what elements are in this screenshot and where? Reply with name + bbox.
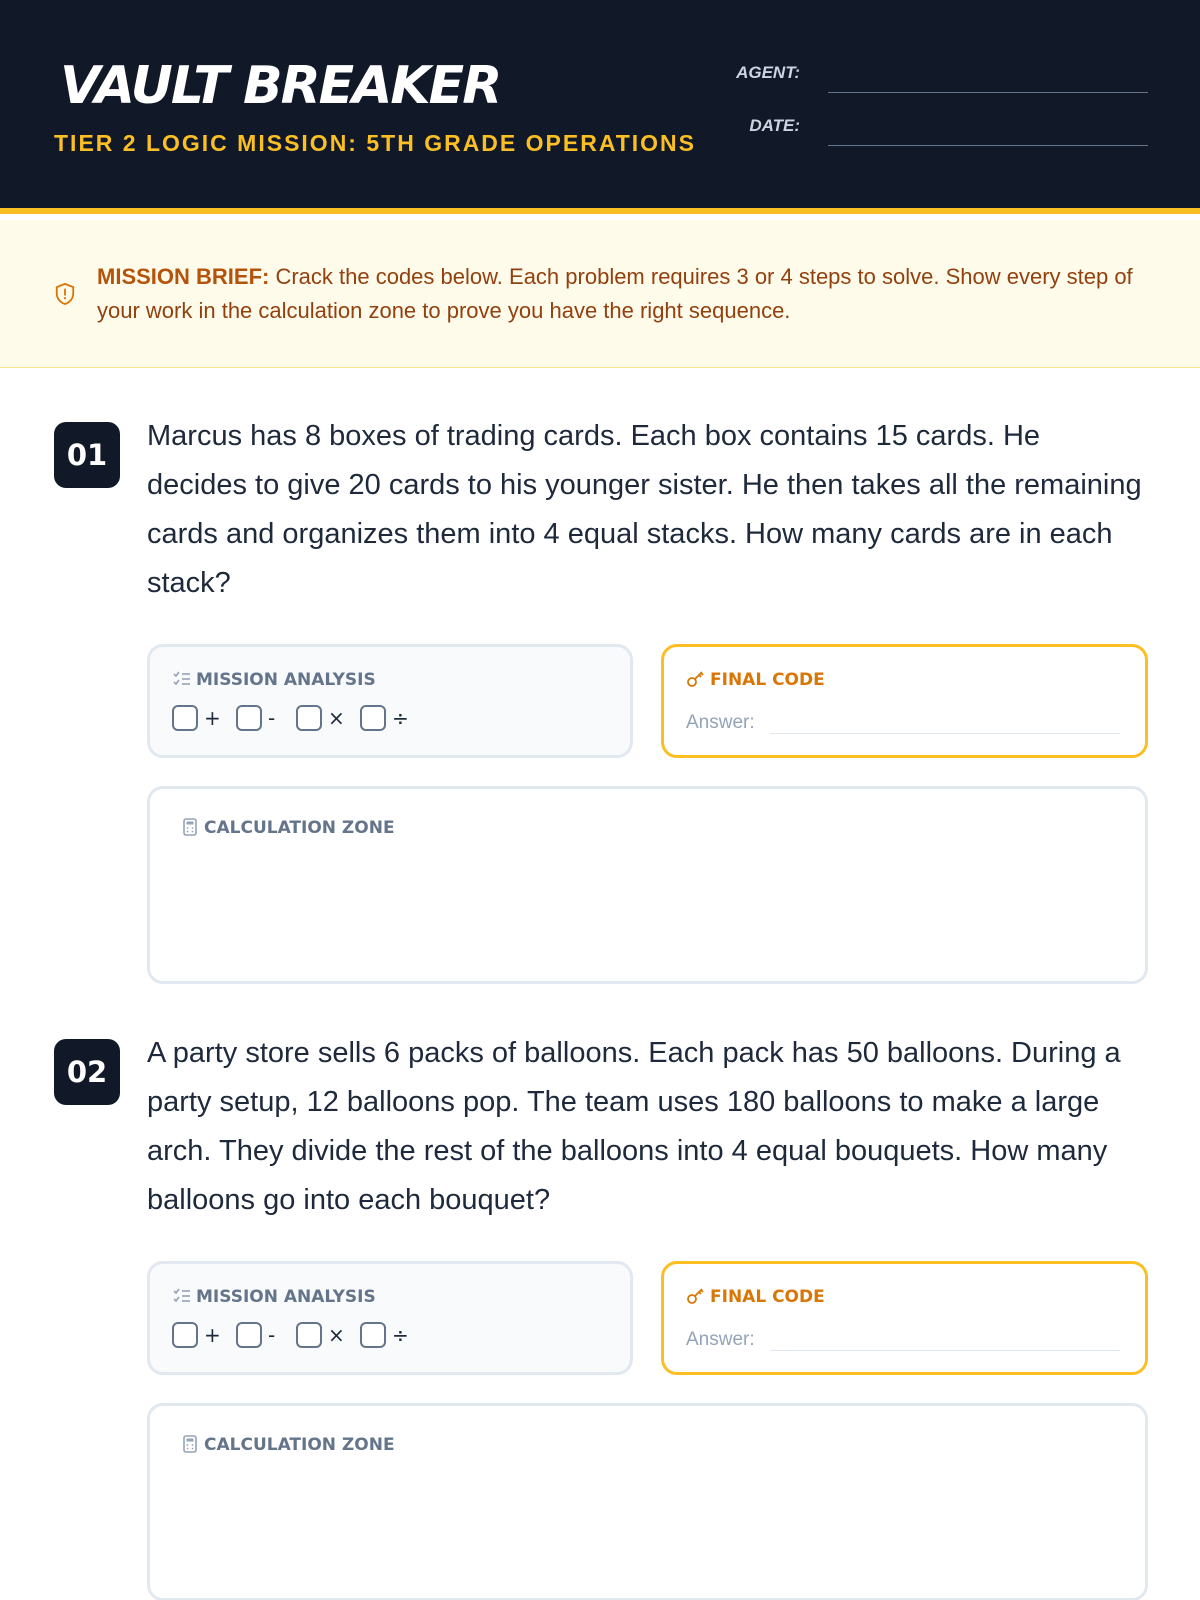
shield-alert-icon: [54, 282, 76, 306]
answer-label: Answer:: [686, 712, 755, 733]
final-code-label: [686, 1286, 825, 1308]
op-symbol: +: [204, 706, 221, 730]
op-checkbox[interactable]: [172, 1322, 198, 1348]
op-symbol: ÷: [392, 1323, 409, 1347]
problem-number: 02: [54, 1039, 120, 1105]
calculation-zone-label: [180, 817, 395, 839]
problem-number: 01: [54, 422, 120, 488]
checklist-icon: [172, 1287, 192, 1305]
calc-label-text: CALCULATION ZONE: [204, 818, 395, 838]
op-symbol: ×: [328, 1323, 345, 1347]
header: [0, 0, 1200, 214]
answer-field[interactable]: [770, 733, 1120, 734]
key-icon: [686, 670, 706, 688]
final-code: [661, 1261, 1148, 1375]
checklist-icon: [172, 670, 192, 688]
date-field[interactable]: [828, 145, 1148, 146]
op-checkbox[interactable]: [236, 705, 262, 731]
agent-field[interactable]: [828, 92, 1148, 93]
op-symbol: ÷: [392, 706, 409, 730]
op-checkbox[interactable]: [296, 705, 322, 731]
op-symbol: +: [204, 1323, 221, 1347]
date-label: DATE:: [749, 116, 800, 135]
analysis-label-text: MISSION ANALYSIS: [196, 670, 376, 690]
calculation-zone[interactable]: [147, 1403, 1148, 1600]
brief-heading: MISSION BRIEF:: [97, 264, 270, 289]
analysis-label-text: MISSION ANALYSIS: [196, 1287, 376, 1307]
calculator-icon: [180, 1435, 200, 1453]
op-symbol: ×: [328, 706, 345, 730]
op-checkbox[interactable]: [172, 705, 198, 731]
calculation-zone-label: [180, 1434, 395, 1456]
answer-label: Answer:: [686, 1329, 755, 1350]
op-checkbox[interactable]: [360, 1322, 386, 1348]
problem-text: A party store sells 6 packs of balloons. Each pack has 50 balloons. During a party setup, 12 balloons pop. The team uses 180 balloons to make a large arch. They divide the rest of the balloons into 4 equal bouquets. How many balloons go into each bouquet?: [147, 1037, 1121, 1216]
page-subtitle: TIER 2 LOGIC MISSION: 5TH GRADE OPERATIONS: [54, 130, 697, 156]
op-symbol: -: [268, 1323, 276, 1347]
mission-analysis: [147, 644, 633, 758]
agent-label: AGENT:: [736, 63, 800, 82]
mission-brief: [0, 220, 1200, 368]
brief-text: [97, 260, 1157, 328]
page-title: VAULT BREAKER: [60, 56, 501, 116]
final-label-text: FINAL CODE: [710, 670, 825, 690]
op-checkbox[interactable]: [296, 1322, 322, 1348]
problem-text: Marcus has 8 boxes of trading cards. Each box contains 15 cards. He decides to give 20 cards to his younger sister. He then takes all the remaining cards and organizes them into 4 equal stacks. How many cards are in each stack?: [147, 420, 1142, 599]
final-code-label: [686, 669, 825, 691]
answer-field[interactable]: [770, 1350, 1120, 1351]
calculation-zone[interactable]: [147, 786, 1148, 984]
calc-label-text: CALCULATION ZONE: [204, 1435, 395, 1455]
brief-body: Crack the codes below. Each problem requires 3 or 4 steps to solve. Show every step of your work in the calculation zone to prove you have the right sequence.: [97, 264, 1133, 323]
mission-analysis-label: [172, 669, 376, 691]
key-icon: [686, 1287, 706, 1305]
final-code: [661, 644, 1148, 758]
final-label-text: FINAL CODE: [710, 1287, 825, 1307]
op-checkbox[interactable]: [236, 1322, 262, 1348]
op-checkbox[interactable]: [360, 705, 386, 731]
mission-analysis: [147, 1261, 633, 1375]
op-symbol: -: [268, 706, 276, 730]
calculator-icon: [180, 818, 200, 836]
mission-analysis-label: [172, 1286, 376, 1308]
